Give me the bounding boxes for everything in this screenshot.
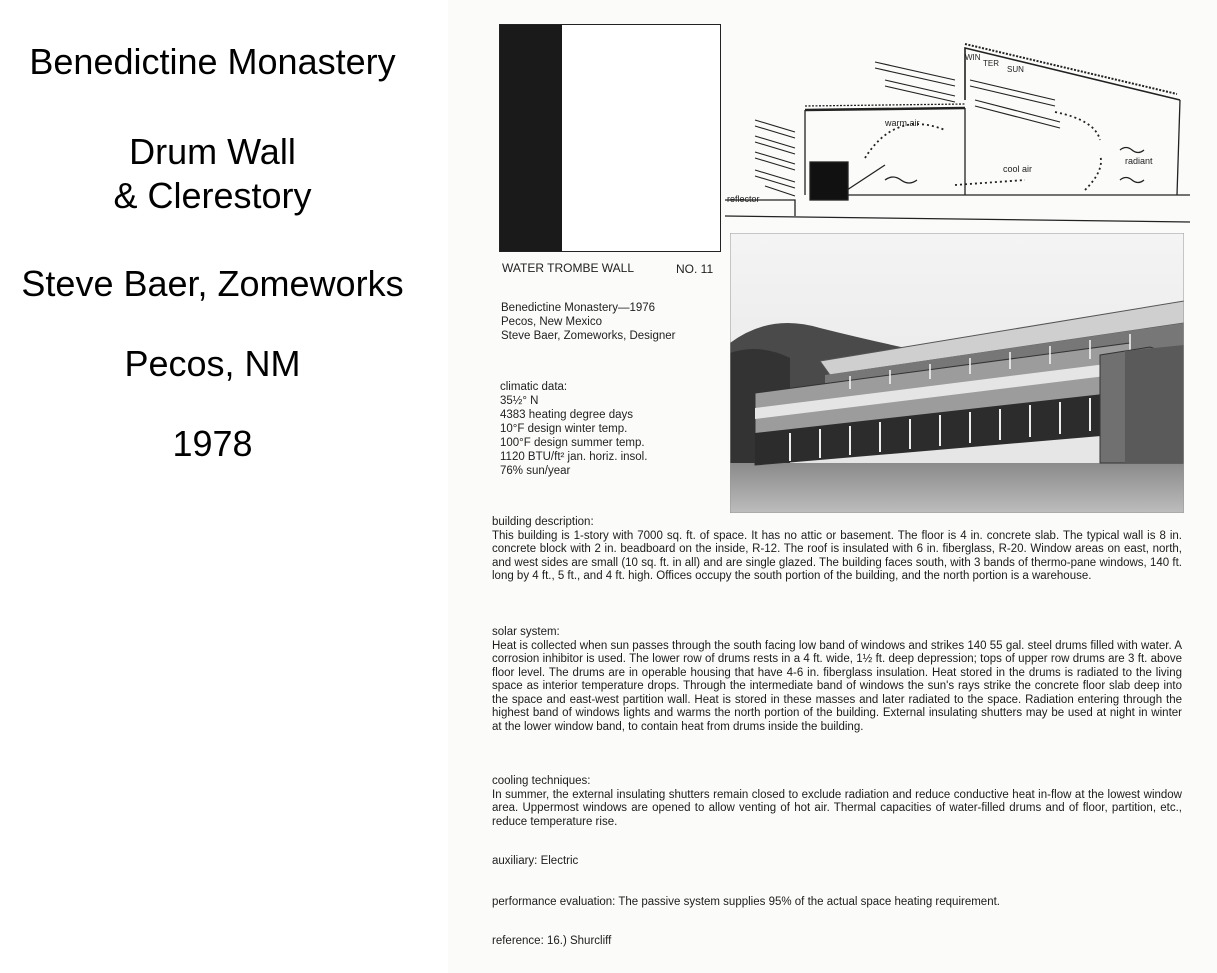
header-swatch (499, 24, 721, 252)
auxiliary: auxiliary: Electric (492, 855, 579, 867)
diagram-label-ter: TER (983, 59, 999, 68)
solar-system (492, 626, 1182, 734)
building-description-label: building description: (492, 516, 594, 528)
building-description (492, 516, 1182, 584)
diagram-label-reflector: reflector (727, 194, 760, 204)
reference: reference: 16.) Shurcliff (492, 935, 612, 947)
diagram-label-cool-air: cool air (1003, 164, 1033, 174)
diagram-label-radiant: radiant (1125, 156, 1153, 166)
diagram-label-warm-air: warm air (885, 118, 920, 128)
project-line-3: Steve Baer, Zomeworks, Designer (501, 330, 676, 342)
project-line-2: Pecos, New Mexico (501, 316, 602, 328)
cooling-techniques-label: cooling techniques: (492, 775, 591, 787)
climatic-line: 10°F design winter temp. (500, 423, 628, 435)
climatic-label: climatic data: (500, 381, 568, 393)
slide-year: 1978 (172, 423, 253, 464)
section-title: WATER TROMBE WALL (502, 261, 635, 275)
slide-subtitle-1: Drum Wall (129, 131, 296, 172)
cooling-techniques-text: In summer, the external insulating shutters remain closed to exclude radiation and reduce conductive heat in-flow at the lowest window area. Uppermost windows are opened to allow venting of hot air. Thermal capacities of water-filled drums and of floor, partition, etc., reduce temperature rise. (492, 788, 1182, 828)
slide-subtitle-2: & Clerestory (113, 175, 312, 216)
climatic-line: 100°F design summer temp. (500, 437, 645, 449)
building-photo (730, 233, 1184, 513)
section-number: NO. 11 (676, 262, 714, 276)
cooling-techniques (492, 775, 1182, 829)
diagram-label-sun: SUN (1007, 65, 1024, 74)
climatic-line: 1120 BTU/ft² jan. horiz. insol. (500, 451, 648, 463)
slide-location: Pecos, NM (124, 343, 301, 384)
climatic-line: 4383 heating degree days (500, 409, 633, 421)
solar-system-label: solar system: (492, 626, 560, 638)
climatic-line: 35½° N (500, 395, 539, 407)
slide-designer: Steve Baer, Zomeworks (21, 263, 404, 304)
section-diagram (725, 40, 1190, 230)
scanned-page (448, 0, 1217, 973)
performance-evaluation: performance evaluation: The passive system supplies 95% of the actual space heating requirement. (492, 896, 1000, 908)
solar-system-text: Heat is collected when sun passes through the south facing low band of windows and strikes 140 55 gal. steel drums filled with water. A corrosion inhibitor is used. The lower row of drums rests in a 4 ft. wide, 1½ ft. deep depression; tops of upper row drums are 3 ft. above floor level. The drums are in operable housing that have 4-6 in. fiberglass insulation. Heat stored in the drums is radiated to the living space as interior temperature drops. Through the intermediate band of windows the sun's rays strike the concrete floor slab deep into the space and east-west partition wall. Heat is stored in these masses and later radiated to the space. Radiation entering through the highest band of windows lights and warms the north portion of the building. External insulating shutters may be used at night in winter at the lower window band, to contain heat from drums inside the building. (492, 639, 1182, 733)
header-swatch-dark-band (500, 25, 562, 251)
slide-title: Benedictine Monastery (29, 41, 396, 82)
slide-title-column (0, 0, 425, 973)
climatic-line: 76% sun/year (500, 465, 571, 477)
building-description-text: This building is 1-story with 7000 sq. ft. of space. It has no attic or basement. The floor is 4 in. concrete slab. The typical wall is 8 in. concrete block with 2 in. beadboard on the inside, R-12. The roof is insulated with 6 in. fiberglass, R-20. Window areas on east, north, and west sides are small (10 sq. ft. in all) and are single glazed. The building faces south, with 3 bands of thermo-pane windows, 140 ft. long by 4 ft., 5 ft., and 4 ft. high. Offices occupy the south portion of the building, and the north portion is a warehouse. (492, 529, 1182, 582)
diagram-label-win: WIN (965, 53, 981, 62)
project-line-1: Benedictine Monastery—1976 (501, 302, 656, 314)
